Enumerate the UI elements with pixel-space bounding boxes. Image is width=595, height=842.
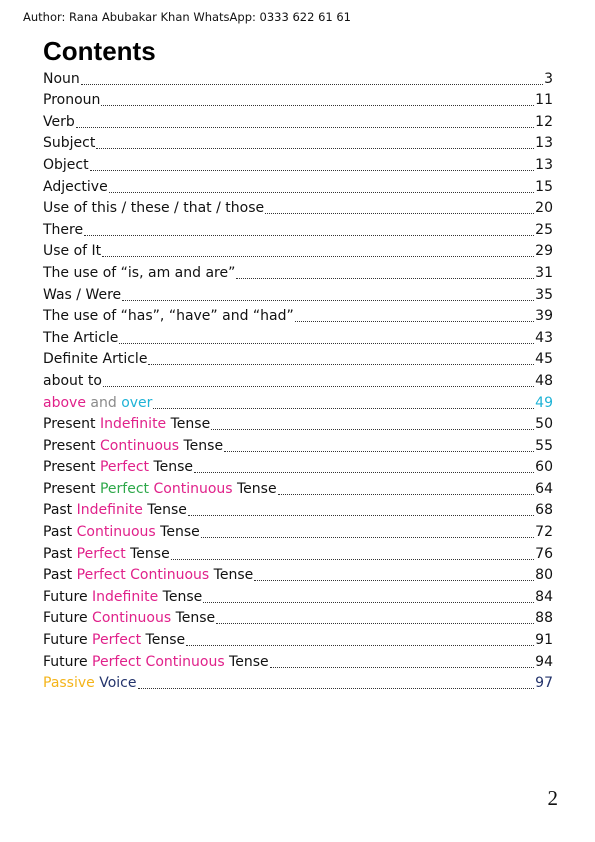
toc-page-number: 72 xyxy=(535,524,553,541)
toc-label-segment: Noun xyxy=(43,70,80,87)
toc-page-number: 97 xyxy=(535,675,553,692)
toc-entry-label xyxy=(43,437,223,455)
toc-entry[interactable] xyxy=(43,627,553,649)
toc-entry[interactable] xyxy=(43,152,553,174)
contents-title: Contents xyxy=(43,36,156,66)
toc-label-segment: Tense xyxy=(155,524,200,541)
toc-page-number: 50 xyxy=(535,416,553,433)
toc-label-segment: Tense xyxy=(224,653,269,670)
toc-page-number: 94 xyxy=(535,653,553,670)
toc-entry[interactable] xyxy=(43,304,553,326)
toc-entry[interactable] xyxy=(43,412,553,434)
toc-label-segment: Tense xyxy=(142,502,187,519)
toc-label-segment: There xyxy=(43,221,84,238)
toc-page-number: 55 xyxy=(535,437,553,454)
toc-dot-leader xyxy=(148,364,534,365)
toc-entry[interactable] xyxy=(43,476,553,498)
toc-dot-leader xyxy=(122,300,534,301)
toc-entry[interactable] xyxy=(43,606,553,628)
page-header-author: Author: Rana Abubakar Khan WhatsApp: 0333 622 61 61 xyxy=(23,10,351,24)
toc-label-segment: and xyxy=(85,394,122,411)
toc-entry-label xyxy=(43,264,235,282)
toc-page-number: 39 xyxy=(535,308,553,325)
toc-label-segment: Tense xyxy=(232,480,277,497)
toc-page-number: 35 xyxy=(535,286,553,303)
toc-label-segment: Past xyxy=(43,502,77,519)
toc-page-number: 48 xyxy=(535,372,553,389)
toc-page-number: 15 xyxy=(535,178,553,195)
toc-dot-leader xyxy=(109,192,534,193)
toc-page-number: 80 xyxy=(535,567,553,584)
toc-label-segment: Perfect xyxy=(92,632,142,649)
toc-page-number: 13 xyxy=(535,135,553,152)
toc-entry[interactable] xyxy=(43,131,553,153)
toc-entry[interactable] xyxy=(43,174,553,196)
toc-dot-leader xyxy=(153,408,534,409)
toc-entry-label xyxy=(43,350,147,368)
toc-page-number: 12 xyxy=(535,113,553,130)
toc-entry-label xyxy=(43,523,200,541)
toc-label-segment: Present xyxy=(43,437,100,454)
toc-label-segment: Future xyxy=(43,653,93,670)
toc-dot-leader xyxy=(188,515,534,516)
toc-entry[interactable] xyxy=(43,455,553,477)
toc-label-segment: Use of this / these / that / those xyxy=(43,200,265,217)
toc-entry-label xyxy=(43,242,101,260)
toc-label-segment: Future xyxy=(43,610,93,627)
toc-entry[interactable] xyxy=(43,347,553,369)
toc-entry[interactable] xyxy=(43,239,553,261)
toc-label-segment: Pronoun xyxy=(43,92,101,109)
toc-entry-label xyxy=(43,134,95,152)
toc-entry-label xyxy=(43,609,215,627)
toc-dot-leader xyxy=(101,105,534,106)
toc-entry-label xyxy=(43,91,100,109)
toc-entry[interactable] xyxy=(43,390,553,412)
toc-entry-label xyxy=(43,372,102,390)
toc-dot-leader xyxy=(96,148,534,149)
toc-label-segment: Past xyxy=(43,567,77,584)
toc-label-segment: Use of It xyxy=(43,243,102,260)
toc-entry-label xyxy=(43,70,80,88)
toc-label-segment: Perfect xyxy=(76,545,126,562)
toc-dot-leader xyxy=(203,602,534,603)
toc-entry[interactable] xyxy=(43,433,553,455)
toc-entry[interactable] xyxy=(43,260,553,282)
toc-entry[interactable] xyxy=(43,282,553,304)
toc-label-segment: Indefinite xyxy=(99,416,167,433)
toc-dot-leader xyxy=(211,429,534,430)
toc-entry[interactable] xyxy=(43,325,553,347)
toc-label-segment: Continuous xyxy=(92,610,172,627)
toc-page-number: 3 xyxy=(544,70,553,87)
toc-label-segment: Tense xyxy=(209,567,254,584)
toc-label-segment: Indefinite xyxy=(92,588,159,605)
toc-label-segment: Tense xyxy=(158,588,203,605)
toc-dot-leader xyxy=(216,623,534,624)
toc-label-segment: Continuous xyxy=(99,437,180,454)
toc-dot-leader xyxy=(90,170,535,171)
toc-entry-label xyxy=(43,653,269,671)
toc-dot-leader xyxy=(201,537,534,538)
toc-dot-leader xyxy=(254,580,534,581)
toc-dot-leader xyxy=(138,688,535,689)
toc-label-segment: Subject xyxy=(43,135,96,152)
toc-entry-label xyxy=(43,178,108,196)
toc-entry-label xyxy=(43,674,137,692)
toc-label-segment: Object xyxy=(43,156,89,173)
toc-entry-label xyxy=(43,307,294,325)
toc-page-number: 13 xyxy=(535,156,553,173)
page-number: 2 xyxy=(547,786,558,810)
toc-page-number: 31 xyxy=(535,264,553,281)
toc-entry[interactable] xyxy=(43,671,553,693)
toc-label-segment: Tense xyxy=(141,632,186,649)
toc-entry[interactable] xyxy=(43,519,553,541)
toc-entry[interactable] xyxy=(43,196,553,218)
toc-label-segment: The use of “is, am and are” xyxy=(43,264,236,281)
toc-entry-label xyxy=(43,156,89,174)
toc-label-segment: Continuous xyxy=(153,480,233,497)
toc-page-number: 84 xyxy=(535,588,553,605)
toc-page-number: 68 xyxy=(535,502,553,519)
toc-page-number: 76 xyxy=(535,545,553,562)
toc-entry[interactable] xyxy=(43,498,553,520)
toc-entry-label xyxy=(43,221,83,239)
toc-label-segment: Indefinite xyxy=(76,502,143,519)
toc-entry-label xyxy=(43,329,118,347)
toc-label-segment: Tense xyxy=(171,610,216,627)
toc-dot-leader xyxy=(224,451,534,452)
toc-page-number: 49 xyxy=(535,394,553,411)
toc-label-segment: Passive xyxy=(43,675,95,692)
toc-page-number: 25 xyxy=(535,221,553,238)
toc-label-segment: The Article xyxy=(43,329,119,346)
toc-entry-label xyxy=(43,199,264,217)
toc-entry[interactable] xyxy=(43,563,553,585)
toc-entry-label xyxy=(43,458,193,476)
toc-label-segment: Past xyxy=(43,524,77,541)
toc-dot-leader xyxy=(119,343,534,344)
toc-dot-leader xyxy=(194,472,534,473)
toc-dot-leader xyxy=(103,386,534,387)
toc-label-segment: Perfect xyxy=(99,480,150,497)
toc-label-segment: Tense xyxy=(125,545,170,562)
toc-entry[interactable] xyxy=(43,88,553,110)
toc-label-segment: Perfect Continuous xyxy=(76,567,210,584)
toc-dot-leader xyxy=(236,278,534,279)
toc-label-segment: Tense xyxy=(166,416,211,433)
toc-entry[interactable] xyxy=(43,109,553,131)
toc-entry[interactable] xyxy=(43,66,553,88)
toc-label-segment: Verb xyxy=(43,113,75,130)
toc-label-segment: Past xyxy=(43,545,77,562)
toc-entry-label xyxy=(43,588,202,606)
toc-dot-leader xyxy=(186,645,534,646)
toc-entry-label xyxy=(43,501,187,519)
toc-entry[interactable] xyxy=(43,649,553,671)
toc-label-segment: Perfect Continuous xyxy=(92,653,225,670)
toc-dot-leader xyxy=(171,559,534,560)
toc-label-segment: Future xyxy=(43,632,93,649)
toc-page-number: 64 xyxy=(535,480,553,497)
table-of-contents xyxy=(43,66,553,692)
toc-dot-leader xyxy=(76,127,534,128)
toc-label-segment: above xyxy=(43,394,86,411)
toc-dot-leader xyxy=(270,667,535,668)
toc-label-segment: Perfect xyxy=(99,459,150,476)
toc-label-segment: Tense xyxy=(149,459,194,476)
toc-label-segment: Was / Were xyxy=(43,286,122,303)
toc-page-number: 29 xyxy=(535,243,553,260)
toc-label-segment: Voice xyxy=(94,675,137,692)
toc-entry-label xyxy=(43,566,253,584)
toc-dot-leader xyxy=(278,494,535,495)
toc-page-number: 88 xyxy=(535,610,553,627)
toc-entry[interactable] xyxy=(43,541,553,563)
toc-entry[interactable] xyxy=(43,584,553,606)
toc-page-number: 20 xyxy=(535,200,553,217)
toc-page-number: 45 xyxy=(535,351,553,368)
toc-page-number: 11 xyxy=(535,92,553,109)
toc-page-number: 43 xyxy=(535,329,553,346)
toc-label-segment: Present xyxy=(43,416,100,433)
toc-dot-leader xyxy=(265,213,534,214)
toc-label-segment: Definite Article xyxy=(43,351,148,368)
toc-entry-label xyxy=(43,631,185,649)
toc-entry-label xyxy=(43,415,210,433)
toc-entry-label xyxy=(43,286,121,304)
toc-entry[interactable] xyxy=(43,217,553,239)
toc-page-number: 60 xyxy=(535,459,553,476)
toc-dot-leader xyxy=(81,84,543,85)
toc-label-segment: Adjective xyxy=(43,178,108,195)
toc-label-segment: Continuous xyxy=(76,524,156,541)
toc-entry-label xyxy=(43,480,277,498)
toc-label-segment: The use of “has”, “have” and “had” xyxy=(43,308,294,325)
toc-entry[interactable] xyxy=(43,368,553,390)
toc-page-number: 91 xyxy=(535,632,553,649)
toc-label-segment: over xyxy=(121,394,153,411)
toc-dot-leader xyxy=(102,256,534,257)
toc-entry-label xyxy=(43,113,75,131)
toc-label-segment: Present xyxy=(43,459,100,476)
toc-label-segment: Tense xyxy=(179,437,224,454)
toc-entry-label xyxy=(43,545,170,563)
toc-entry-label xyxy=(43,394,152,412)
toc-dot-leader xyxy=(84,235,534,236)
toc-label-segment: about to xyxy=(43,372,102,389)
toc-dot-leader xyxy=(295,321,534,322)
toc-label-segment: Present xyxy=(43,480,100,497)
toc-label-segment: Future xyxy=(43,588,93,605)
